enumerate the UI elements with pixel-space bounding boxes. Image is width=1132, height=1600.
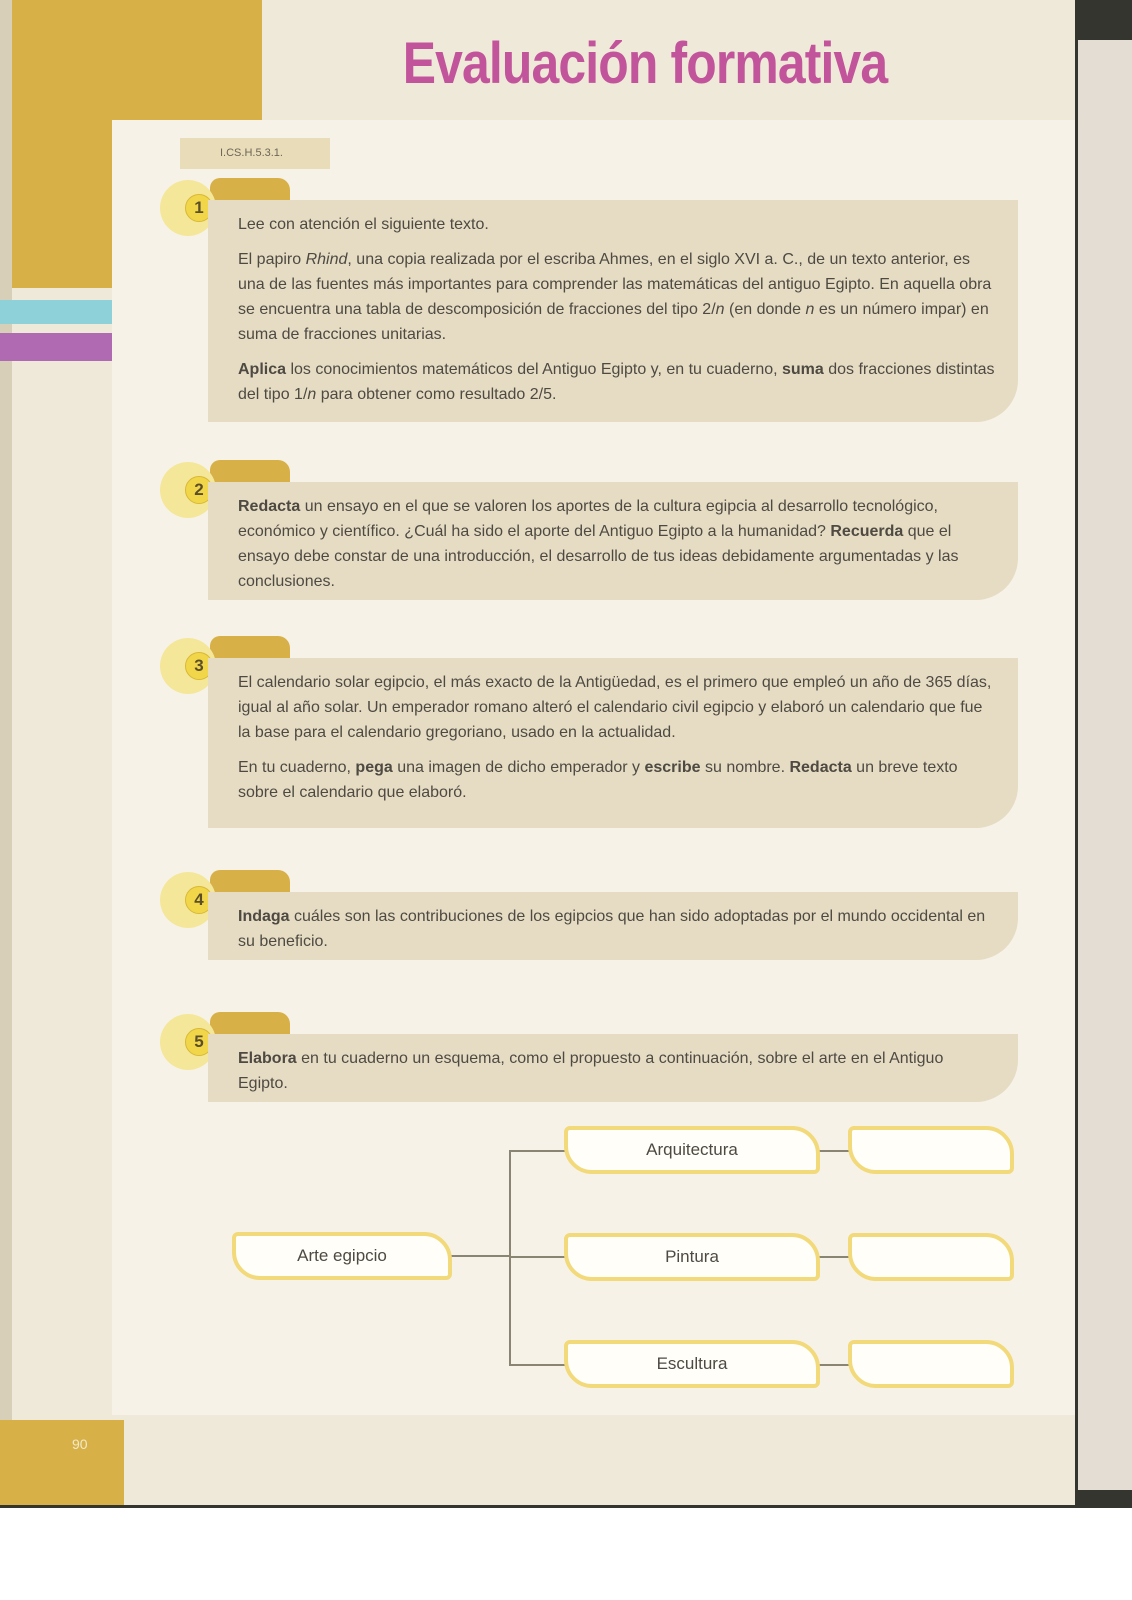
- connector-branch-top: [509, 1150, 565, 1152]
- activity-text-box: [208, 1034, 1018, 1102]
- activity-tab: [210, 460, 290, 482]
- diagram-root-node: Arte egipcio: [232, 1232, 452, 1280]
- diagram-branch-pintura: Pintura: [564, 1233, 820, 1281]
- connector-leaf-bottom: [816, 1364, 851, 1366]
- paragraph: Elabora en tu cuaderno un esquema, como el propuesto a continuación, sobre el arte en el Antiguo Egipto.: [238, 1050, 944, 1092]
- diagram-branch-arquitectura: Arquitectura: [564, 1126, 820, 1174]
- curriculum-code: I.CS.H.5.3.1.: [180, 138, 330, 169]
- connector-branch-bottom: [509, 1364, 565, 1366]
- activity-number: 2: [185, 476, 213, 504]
- activity-text-box: [208, 892, 1018, 960]
- diagram-empty-box: [848, 1233, 1014, 1281]
- paragraph: Indaga cuáles son las contribuciones de los egipcios que han sido adoptadas por el mundo occidental en su beneficio.: [238, 908, 986, 950]
- activity-tab: [210, 1012, 290, 1034]
- diagram-empty-box: [848, 1340, 1014, 1388]
- connector-leaf-middle: [816, 1256, 851, 1258]
- left-page-edge: [0, 0, 12, 1505]
- purple-decorative-bar: [0, 333, 112, 361]
- page-title: Evaluación formativa: [402, 31, 888, 96]
- activity-number: 4: [185, 886, 213, 914]
- gold-footer-block: [0, 1420, 124, 1505]
- paragraph: El papiro Rhind, una copia realizada por el escriba Ahmes, en el siglo XVI a. C., de un texto anterior, es una de las fuentes más importantes para comprender las matemáticas del antiguo Egipto. En aquella obra se encuentra una tabla de descomposición de fracciones del tipo 2/n (en donde n es un número impar) en suma de fracciones unitarias.: [238, 251, 992, 343]
- activity-number: 5: [185, 1028, 213, 1056]
- connector-branch-middle: [509, 1256, 565, 1258]
- diagram-branch-escultura: Escultura: [564, 1340, 820, 1388]
- activity-tab: [210, 636, 290, 658]
- activity-text-box: [208, 482, 1018, 600]
- page-bottom-edge: [0, 1505, 1132, 1508]
- diagram-empty-box: [848, 1126, 1014, 1174]
- paragraph: Aplica los conocimientos matemáticos del Antiguo Egipto y, en tu cuaderno, suma dos fracciones distintas del tipo 1/n para obtener como resultado 2/5.: [238, 361, 995, 403]
- cyan-decorative-bar: [0, 300, 112, 324]
- page-number: 90: [72, 1436, 88, 1452]
- paragraph: El calendario solar egipcio, el más exacto de la Antigüedad, es el primero que empleó un año de 365 días, igual al año solar. Un emperador romano alteró el calendario civil egipcio y elaboró un calendario que fue la base para el calendario gregoriano, usado en la actualidad.: [238, 674, 992, 741]
- activity-number: 3: [185, 652, 213, 680]
- activity-number: 1: [185, 194, 213, 222]
- activity-tab: [210, 178, 290, 200]
- connector-leaf-top: [816, 1150, 851, 1152]
- activity-tab: [210, 870, 290, 892]
- paragraph: Lee con atención el siguiente texto.: [238, 216, 489, 233]
- activity-text-box: [208, 658, 1018, 828]
- paragraph: Redacta un ensayo en el que se valoren los aportes de la cultura egipcia al desarrollo tecnológico, económico y científico. ¿Cuál ha sido el aporte del Antiguo Egipto a la humanidad? Recuerda que el ensayo debe constar de una introducción, el desarrollo de tus ideas debidamente argumentadas y las conclusiones.: [238, 498, 959, 590]
- paragraph: En tu cuaderno, pega una imagen de dicho emperador y escribe su nombre. Redacta un breve texto sobre el calendario que elaboró.: [238, 759, 958, 801]
- activity-text-box: [208, 200, 1018, 422]
- connector-root: [450, 1255, 510, 1257]
- next-page-edge: [1078, 40, 1132, 1490]
